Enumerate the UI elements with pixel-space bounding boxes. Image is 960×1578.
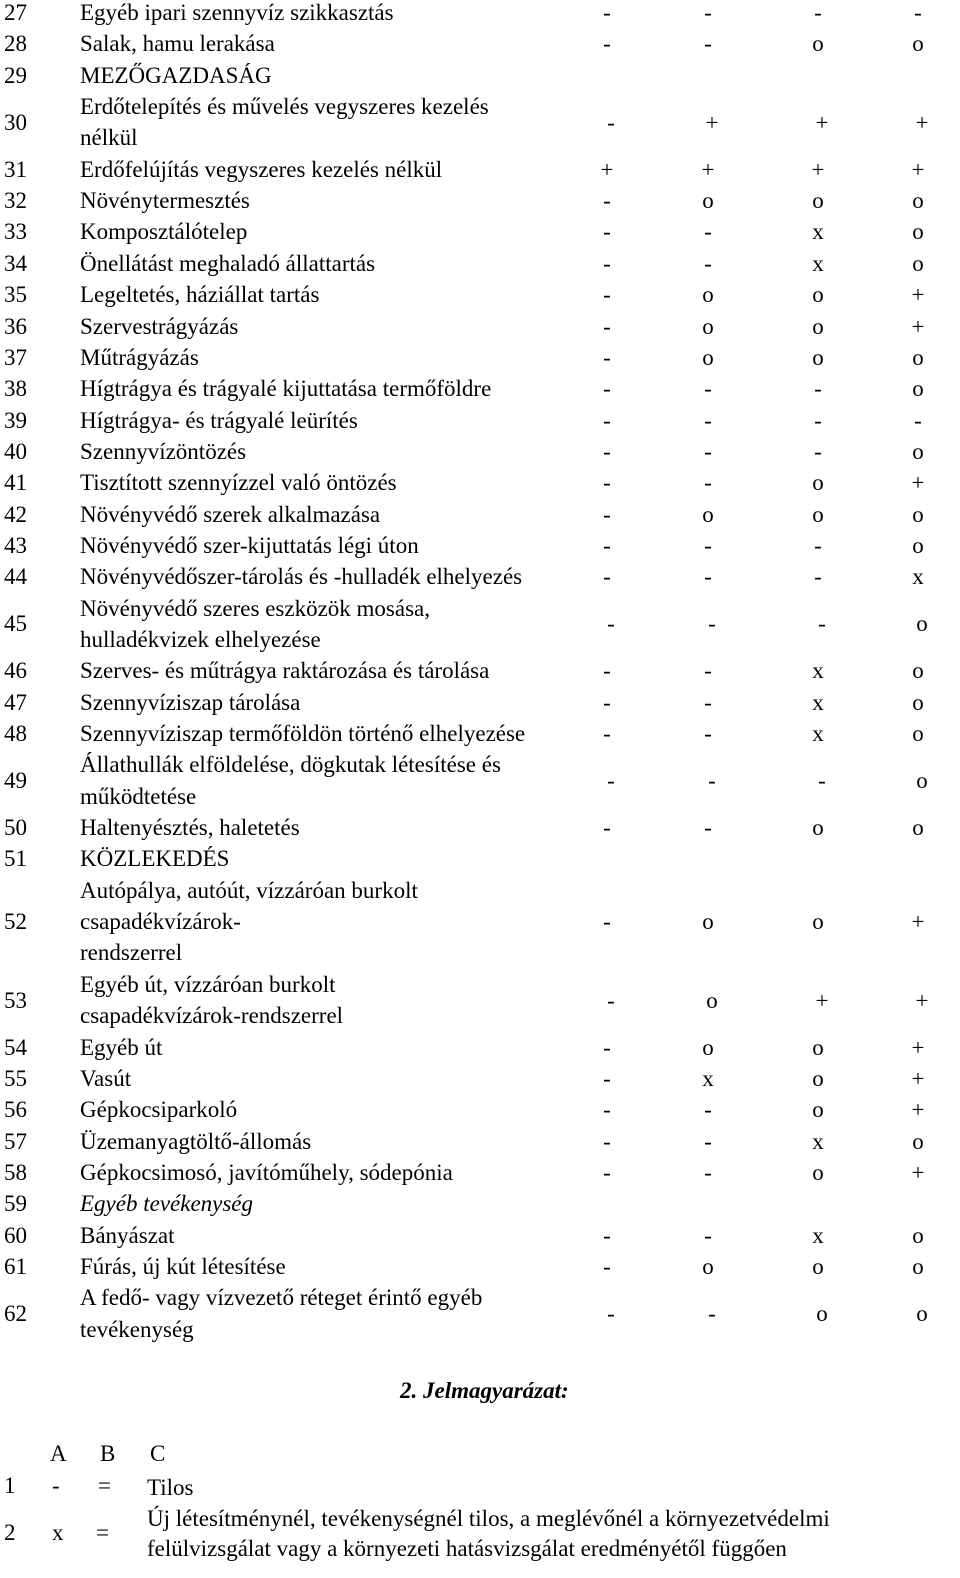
- table-row: [0, 436, 960, 467]
- zone-mark-d: +: [911, 1034, 925, 1060]
- zone-mark-b: -: [708, 1301, 716, 1327]
- activity-name: [80, 373, 610, 404]
- zone-mark-a: -: [603, 376, 611, 402]
- activity-name: [80, 248, 610, 279]
- activity-name: [80, 1251, 610, 1282]
- zone-mark-b: -: [704, 815, 712, 841]
- activity-name: [80, 1126, 610, 1157]
- activity-name-line: Szennyvíziszap tárolása: [80, 689, 301, 715]
- zone-mark-c: x: [812, 1128, 824, 1154]
- row-number: 54: [4, 1034, 27, 1060]
- table-row: [0, 60, 960, 91]
- table-row: [0, 0, 960, 28]
- zone-mark-d: o: [916, 768, 928, 794]
- activity-name: [80, 28, 610, 59]
- zone-mark-a: +: [600, 156, 614, 182]
- zone-mark-b: -: [708, 611, 716, 637]
- activity-name: [80, 530, 610, 561]
- zone-mark-a: -: [603, 344, 611, 370]
- activity-name: [80, 1032, 610, 1063]
- activity-name: [80, 812, 610, 843]
- table-row: [0, 1220, 960, 1251]
- activity-name: [80, 1282, 610, 1345]
- zone-mark-d: o: [916, 1301, 928, 1327]
- row-number: 30: [4, 109, 27, 135]
- zone-mark-d: +: [911, 282, 925, 308]
- activity-name: [80, 311, 610, 342]
- activity-name: [80, 1063, 610, 1094]
- activity-name-line: Vasút: [80, 1065, 132, 1091]
- zone-mark-a: -: [603, 219, 611, 245]
- zone-mark-a: -: [607, 1301, 615, 1327]
- legend-header-c: C: [150, 1441, 166, 1466]
- row-number: 59: [4, 1191, 27, 1217]
- zone-mark-a: -: [603, 31, 611, 57]
- activity-name: [80, 1220, 610, 1251]
- legend-equals: =: [98, 1473, 111, 1498]
- zone-mark-a: -: [603, 1159, 611, 1185]
- activity-name-line: csapadékvízárok-rendszerrel: [80, 1003, 344, 1029]
- activity-name-line: Szervestrágyázás: [80, 313, 239, 339]
- zone-mark-b: -: [704, 564, 712, 590]
- legend-title: 2. Jelmagyarázat:: [400, 1378, 569, 1403]
- row-number: 27: [4, 0, 27, 25]
- table-row: [0, 593, 960, 656]
- zone-mark-c: o: [812, 1097, 824, 1123]
- row-number: 40: [4, 438, 27, 464]
- activity-name: [80, 1188, 610, 1219]
- zone-mark-d: +: [911, 1159, 925, 1185]
- activity-name-line: KÖZLEKEDÉS: [80, 846, 230, 872]
- zone-mark-a: -: [603, 1065, 611, 1091]
- zone-mark-b: o: [702, 282, 714, 308]
- zone-mark-d: +: [911, 156, 925, 182]
- activity-name-line: csapadékvízárok-: [80, 909, 241, 935]
- activity-name: [80, 279, 610, 310]
- zone-mark-c: o: [812, 313, 824, 339]
- zone-mark-d: o: [916, 611, 928, 637]
- activity-name-line: Szennyvízöntözés: [80, 438, 247, 464]
- zone-mark-c: -: [814, 564, 822, 590]
- zone-mark-d: +: [915, 109, 929, 135]
- legend-row: [0, 1504, 960, 1566]
- legend-header-a: A: [50, 1441, 67, 1466]
- row-number: 32: [4, 188, 27, 214]
- table-row: [0, 405, 960, 436]
- table-row: [0, 1282, 960, 1345]
- zone-mark-c: o: [812, 470, 824, 496]
- table-row: [0, 279, 960, 310]
- zone-mark-a: -: [607, 987, 615, 1013]
- activity-name: [80, 687, 610, 718]
- table-row: [0, 1251, 960, 1282]
- zone-mark-a: -: [607, 109, 615, 135]
- zone-mark-d: o: [912, 344, 924, 370]
- row-number: 49: [4, 768, 27, 794]
- zone-mark-d: +: [915, 987, 929, 1013]
- activity-name-line: Szennyvíziszap termőföldön történő elhelyezése: [80, 721, 526, 747]
- activity-name-line: Hígtrágya- és trágyalé leürítés: [80, 407, 358, 433]
- zone-mark-b: -: [704, 0, 712, 25]
- row-number: 35: [4, 282, 27, 308]
- row-number: 56: [4, 1097, 27, 1123]
- row-number: 36: [4, 313, 27, 339]
- zone-mark-b: +: [701, 156, 715, 182]
- zone-mark-d: +: [911, 1097, 925, 1123]
- legend-description-line: felülvizsgálat vagy a környezeti hatásvizsgálat eredményétől függően: [147, 1536, 787, 1561]
- zone-mark-d: o: [912, 188, 924, 214]
- zone-mark-c: o: [812, 815, 824, 841]
- table-row: [0, 216, 960, 247]
- legend-description: Tilos: [147, 1475, 194, 1500]
- zone-mark-c: x: [812, 1222, 824, 1248]
- zone-mark-b: -: [704, 376, 712, 402]
- activity-name: [80, 154, 610, 185]
- zone-mark-c: o: [812, 31, 824, 57]
- zone-mark-c: o: [812, 1034, 824, 1060]
- zone-mark-a: -: [603, 532, 611, 558]
- zone-mark-d: o: [912, 438, 924, 464]
- row-number: 43: [4, 532, 27, 558]
- zone-mark-b: o: [702, 188, 714, 214]
- row-number: 34: [4, 250, 27, 276]
- zone-mark-b: -: [704, 1222, 712, 1248]
- zone-mark-b: x: [702, 1065, 714, 1091]
- zone-mark-b: -: [704, 689, 712, 715]
- zone-mark-d: -: [914, 407, 922, 433]
- row-number: 58: [4, 1159, 27, 1185]
- zone-mark-b: -: [704, 721, 712, 747]
- activity-name-line: Önellátást meghaladó állattartás: [80, 250, 376, 276]
- activity-name: [80, 875, 610, 969]
- zone-mark-b: o: [702, 909, 714, 935]
- zone-mark-d: o: [912, 31, 924, 57]
- zone-mark-c: o: [816, 1301, 828, 1327]
- zone-mark-a: -: [607, 611, 615, 637]
- zone-mark-d: o: [912, 219, 924, 245]
- row-number: 52: [4, 909, 27, 935]
- zone-mark-b: -: [704, 438, 712, 464]
- zone-mark-d: o: [912, 250, 924, 276]
- activity-name: [80, 561, 610, 592]
- row-number: 60: [4, 1222, 27, 1248]
- row-number: 48: [4, 721, 27, 747]
- activity-name-line: Növénytermesztés: [80, 188, 250, 214]
- zone-mark-b: -: [704, 658, 712, 684]
- table-row: [0, 1094, 960, 1125]
- legend-description: [147, 1504, 957, 1564]
- row-number: 44: [4, 564, 27, 590]
- activity-name: [80, 185, 610, 216]
- activity-name-line: Legeltetés, háziállat tartás: [80, 282, 320, 308]
- row-number: 38: [4, 376, 27, 402]
- activity-name-line: Autópálya, autóút, vízzáróan burkolt: [80, 877, 418, 903]
- activity-name-line: Haltenyésztés, haletetés: [80, 815, 300, 841]
- zone-mark-b: -: [704, 219, 712, 245]
- zone-mark-b: -: [704, 31, 712, 57]
- table-row: [0, 342, 960, 373]
- zone-mark-a: -: [603, 909, 611, 935]
- table-row: [0, 311, 960, 342]
- activity-name-line: Gépkocsiparkoló: [80, 1097, 238, 1123]
- zone-mark-b: o: [702, 1034, 714, 1060]
- zone-mark-a: -: [603, 1034, 611, 1060]
- table-row: [0, 812, 960, 843]
- table-row: [0, 687, 960, 718]
- zone-mark-a: -: [603, 188, 611, 214]
- zone-mark-c: x: [812, 219, 824, 245]
- legend-symbol: x: [52, 1520, 64, 1545]
- table-row: [0, 185, 960, 216]
- table-row: [0, 1063, 960, 1094]
- legend-row-number: 2: [4, 1520, 16, 1545]
- zone-mark-c: -: [814, 376, 822, 402]
- activity-name: [80, 436, 610, 467]
- legend-row-number: 1: [4, 1473, 16, 1498]
- zone-mark-c: -: [814, 438, 822, 464]
- zone-mark-a: -: [603, 407, 611, 433]
- zone-mark-c: x: [812, 658, 824, 684]
- table-row: [0, 91, 960, 154]
- row-number: 46: [4, 658, 27, 684]
- zone-mark-b: -: [704, 532, 712, 558]
- activity-name-line: Egyéb út, vízzáróan burkolt: [80, 971, 336, 997]
- zone-mark-c: x: [812, 250, 824, 276]
- row-number: 28: [4, 31, 27, 57]
- zone-mark-d: o: [912, 1128, 924, 1154]
- row-number: 42: [4, 501, 27, 527]
- zone-mark-d: +: [911, 1065, 925, 1091]
- zone-mark-d: o: [912, 689, 924, 715]
- zone-mark-c: x: [812, 689, 824, 715]
- activity-name: [80, 91, 610, 154]
- zone-mark-b: -: [704, 407, 712, 433]
- zone-mark-a: -: [603, 658, 611, 684]
- activity-name: [80, 718, 610, 749]
- row-number: 29: [4, 62, 27, 88]
- zone-mark-c: +: [815, 109, 829, 135]
- zone-mark-a: -: [603, 313, 611, 339]
- zone-mark-c: +: [815, 987, 829, 1013]
- table-row: [0, 154, 960, 185]
- zone-mark-a: -: [603, 815, 611, 841]
- activity-name-line: MEZŐGAZDASÁG: [80, 62, 272, 88]
- table-row: [0, 1157, 960, 1188]
- activity-name-line: Bányászat: [80, 1222, 175, 1248]
- zone-mark-c: -: [814, 407, 822, 433]
- table-row: [0, 875, 960, 969]
- zone-mark-c: o: [812, 188, 824, 214]
- row-number: 39: [4, 407, 27, 433]
- zone-mark-c: o: [812, 282, 824, 308]
- zone-mark-a: -: [603, 0, 611, 25]
- zone-mark-b: o: [702, 1254, 714, 1279]
- zone-mark-b: o: [702, 501, 714, 527]
- zone-mark-a: -: [603, 250, 611, 276]
- row-number: 51: [4, 846, 27, 872]
- zone-mark-b: -: [704, 1097, 712, 1123]
- activity-name-line: Növényvédő szeres eszközök mosása,: [80, 595, 430, 621]
- activity-name: [80, 843, 610, 874]
- zone-mark-b: -: [704, 1128, 712, 1154]
- zone-mark-d: +: [911, 470, 925, 496]
- zone-mark-c: -: [818, 611, 826, 637]
- activity-name-line: Műtrágyázás: [80, 344, 199, 370]
- zone-mark-c: o: [812, 501, 824, 527]
- zone-mark-a: -: [603, 470, 611, 496]
- table-row: [0, 499, 960, 530]
- zone-mark-d: -: [914, 0, 922, 25]
- legend-description-line: Új létesítménynél, tevékenységnél tilos, a meglévőnél a környezetvédelmi: [147, 1506, 830, 1531]
- activity-name-line: Üzemanyagtöltő-állomás: [80, 1128, 312, 1154]
- zone-mark-a: -: [603, 1222, 611, 1248]
- activity-name-line: A fedő- vagy vízvezető réteget érintő egyéb: [80, 1285, 483, 1311]
- table-row: [0, 467, 960, 498]
- legend-equals: =: [96, 1520, 109, 1545]
- activity-name-line: Gépkocsimosó, javítóműhely, sódepónia: [80, 1159, 453, 1185]
- zone-mark-c: +: [811, 156, 825, 182]
- zone-mark-d: o: [912, 658, 924, 684]
- table-row: [0, 248, 960, 279]
- zone-mark-a: -: [603, 689, 611, 715]
- table-row: [0, 1126, 960, 1157]
- activity-name-line: Salak, hamu lerakása: [80, 31, 275, 57]
- row-number: 57: [4, 1128, 27, 1154]
- activity-name: [80, 499, 610, 530]
- activity-name: [80, 60, 610, 91]
- row-number: 62: [4, 1301, 27, 1327]
- activity-name-line: működtetése: [80, 783, 197, 809]
- zone-mark-c: o: [812, 1254, 824, 1279]
- zone-mark-b: +: [705, 109, 719, 135]
- activity-name-line: hulladékvizek elhelyezése: [80, 626, 321, 652]
- zone-mark-b: o: [702, 344, 714, 370]
- zone-mark-d: o: [912, 501, 924, 527]
- zone-mark-c: x: [812, 721, 824, 747]
- activity-name-line: Növényvédő szer-kijuttatás légi úton: [80, 532, 419, 558]
- table-row: [0, 1032, 960, 1063]
- table-row: [0, 561, 960, 592]
- zone-mark-d: x: [912, 564, 924, 590]
- zone-mark-d: +: [911, 909, 925, 935]
- zone-mark-b: -: [704, 250, 712, 276]
- row-number: 61: [4, 1254, 27, 1279]
- row-number: 53: [4, 987, 27, 1013]
- table-row: [0, 843, 960, 874]
- activity-name: [80, 1157, 610, 1188]
- table-row: [0, 1188, 960, 1219]
- row-number: 47: [4, 689, 27, 715]
- table-row: [0, 969, 960, 1032]
- legend-symbol: -: [52, 1473, 60, 1498]
- activity-name-line: Komposztálótelep: [80, 219, 248, 245]
- zone-mark-a: -: [603, 1254, 611, 1279]
- zone-mark-c: -: [814, 532, 822, 558]
- zone-mark-b: -: [704, 1159, 712, 1185]
- zone-mark-d: o: [912, 1254, 924, 1279]
- zone-mark-a: -: [607, 768, 615, 794]
- zone-mark-d: o: [912, 532, 924, 558]
- zone-mark-d: o: [912, 376, 924, 402]
- zone-mark-c: o: [812, 1065, 824, 1091]
- activity-name-line: nélkül: [80, 125, 138, 151]
- activity-name-line: Tisztított szennyízzel való öntözés: [80, 470, 397, 496]
- zone-mark-c: -: [818, 768, 826, 794]
- activity-name-line: Szerves- és műtrágya raktározása és tárolása: [80, 658, 490, 684]
- activity-name-line: rendszerrel: [80, 940, 183, 966]
- zone-mark-b: -: [708, 768, 716, 794]
- zone-mark-a: -: [603, 282, 611, 308]
- row-number: 33: [4, 219, 27, 245]
- activity-name: [80, 655, 610, 686]
- activity-name: [80, 0, 610, 28]
- legend-header-b: B: [100, 1441, 116, 1466]
- zone-mark-b: o: [702, 313, 714, 339]
- row-number: 45: [4, 611, 27, 637]
- activity-name-line: Egyéb ipari szennyvíz szikkasztás: [80, 0, 394, 25]
- activity-name-line: Erdőtelepítés és művelés vegyszeres kezelés: [80, 94, 489, 120]
- activity-name-line: Állathullák elföldelése, dögkutak létesítése és: [80, 752, 501, 778]
- table-row: [0, 530, 960, 561]
- zone-mark-a: -: [603, 564, 611, 590]
- activity-name-line: Fúrás, új kút létesítése: [80, 1254, 286, 1279]
- activity-name: [80, 216, 610, 247]
- zone-mark-c: o: [812, 909, 824, 935]
- activity-name: [80, 593, 610, 656]
- activity-name: [80, 749, 610, 812]
- zone-mark-a: -: [603, 438, 611, 464]
- zone-mark-b: -: [704, 470, 712, 496]
- activity-name: [80, 1094, 610, 1125]
- table-row: [0, 718, 960, 749]
- zone-mark-a: -: [603, 1128, 611, 1154]
- zone-mark-a: -: [603, 721, 611, 747]
- zone-mark-d: o: [912, 815, 924, 841]
- activity-name-line: Növényvédő szerek alkalmazása: [80, 501, 381, 527]
- zone-mark-c: -: [814, 0, 822, 25]
- activity-name-line: Hígtrágya és trágyalé kijuttatása termőföldre: [80, 376, 492, 402]
- zone-mark-d: +: [911, 313, 925, 339]
- activity-name-line: Erdőfelújítás vegyszeres kezelés nélkül: [80, 156, 443, 182]
- table-row: [0, 373, 960, 404]
- activity-name-line: tevékenység: [80, 1316, 194, 1342]
- zone-mark-d: o: [912, 721, 924, 747]
- zone-mark-a: -: [603, 1097, 611, 1123]
- table-row: [0, 28, 960, 59]
- activity-name-line: Egyéb út: [80, 1034, 163, 1060]
- activity-name: [80, 342, 610, 373]
- zone-mark-c: o: [812, 1159, 824, 1185]
- row-number: 31: [4, 156, 27, 182]
- row-number: 55: [4, 1065, 27, 1091]
- row-number: 50: [4, 815, 27, 841]
- row-number: 37: [4, 344, 27, 370]
- row-number: 41: [4, 470, 27, 496]
- activity-name-line: Növényvédőszer-tárolás és -hulladék elhelyezés: [80, 564, 523, 590]
- activity-name-line: Egyéb tevékenység: [80, 1191, 254, 1217]
- activity-name: [80, 467, 610, 498]
- zone-mark-d: o: [912, 1222, 924, 1248]
- activity-name: [80, 969, 610, 1032]
- table-row: [0, 749, 960, 812]
- legend-row: [0, 1473, 960, 1504]
- activity-name: [80, 405, 610, 436]
- table-row: [0, 655, 960, 686]
- zone-mark-a: -: [603, 501, 611, 527]
- zone-mark-c: o: [812, 344, 824, 370]
- zone-mark-b: o: [706, 987, 718, 1013]
